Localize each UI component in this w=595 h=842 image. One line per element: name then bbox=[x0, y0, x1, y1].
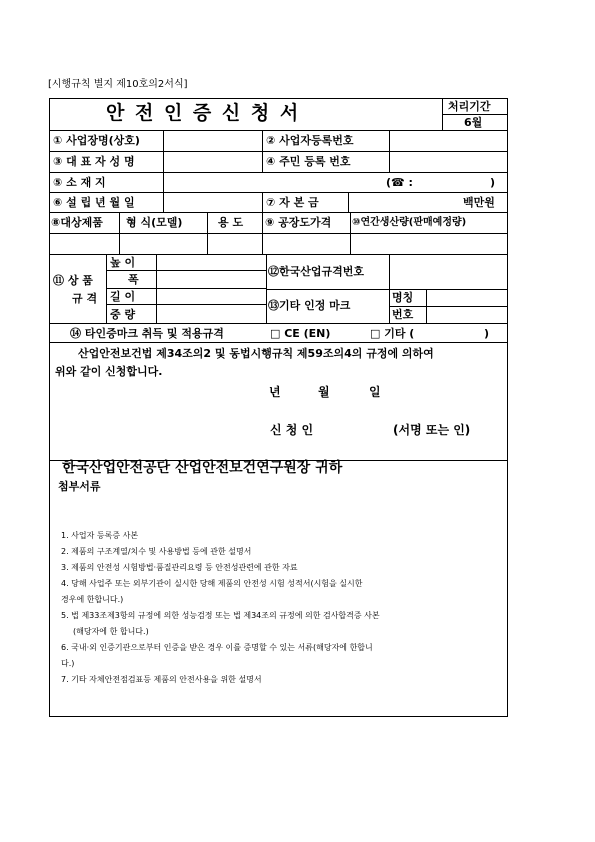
ks-no-field[interactable] bbox=[390, 255, 507, 288]
mark-no-label: 번호 bbox=[392, 308, 414, 321]
col-line bbox=[106, 254, 107, 323]
form-title: 안 전 인 증 신 청 서 bbox=[106, 102, 301, 124]
attachment-item: 6. 국내·외 인증기관으로부터 인증을 받은 경우 이를 증명할 수 있는 서류(해당자에 한합니 bbox=[61, 643, 373, 652]
attachment-item: 5. 법 제33조제3항의 규정에 의한 성능검정 또는 법 제34조의 규정에 의한 검사합격증 사본 bbox=[61, 611, 380, 620]
processing-period-label: 처리기간 bbox=[448, 100, 491, 113]
capital-label: ⑦ 자 본 금 bbox=[266, 196, 319, 209]
phone-prefix: (☎ : bbox=[386, 176, 413, 189]
product-label: ⑧대상제품 bbox=[51, 216, 103, 229]
height-label: 높 이 bbox=[110, 256, 136, 269]
row-line bbox=[49, 212, 508, 213]
mark-name-label: 명칭 bbox=[392, 291, 414, 304]
biz-reg-no-label: ② 사업자등록번호 bbox=[266, 134, 354, 147]
factory-price-label: ⑨ 공장도가격 bbox=[265, 216, 332, 229]
address-label: ⑤ 소 재 지 bbox=[53, 176, 106, 189]
weight-field[interactable] bbox=[157, 305, 265, 322]
ks-no-label: ⑫한국산업규격번호 bbox=[268, 265, 365, 278]
width-field[interactable] bbox=[157, 271, 265, 287]
phone-suffix: ) bbox=[490, 176, 496, 189]
year-label: 년 bbox=[269, 385, 281, 399]
processing-period-value: 6월 bbox=[464, 116, 483, 129]
ce-checkbox[interactable]: □ CE (EN) bbox=[270, 327, 331, 340]
attachment-item: 3. 제품의 안전성 시험방법·품질관리요령 등 안전성관련에 관한 자료 bbox=[61, 563, 298, 572]
attachment-item: (해당자에 한 합니다.) bbox=[73, 627, 149, 636]
month-label: 월 bbox=[318, 385, 330, 399]
address-field[interactable] bbox=[164, 173, 384, 191]
attachment-item: 다.) bbox=[61, 659, 75, 668]
col-line bbox=[442, 98, 443, 130]
attachments-header: 첨부서류 bbox=[58, 480, 101, 493]
day-label: 일 bbox=[369, 385, 381, 399]
model-field[interactable] bbox=[120, 234, 206, 253]
representative-field[interactable] bbox=[164, 152, 261, 171]
capital-field[interactable] bbox=[349, 193, 459, 211]
addressee: 한국산업안전공단 산업안전보건연구원장 귀하 bbox=[62, 460, 343, 476]
phone-field[interactable] bbox=[432, 173, 487, 191]
capital-unit: 백만원 bbox=[463, 196, 495, 209]
applicant-field[interactable] bbox=[322, 420, 388, 438]
applicant-label: 신 청 인 bbox=[270, 423, 314, 437]
col-line bbox=[262, 130, 263, 172]
row-line bbox=[49, 342, 508, 343]
row-line bbox=[442, 114, 508, 115]
attachment-item: 4. 당해 사업주 또는 외부기관이 실시한 당해 제품의 안전성 시험 성적서(시험을 실시한 bbox=[61, 579, 363, 588]
declaration-line1: 산업안전보건법 제34조의2 및 동법시행규칙 제59조의4의 규정에 의하여 bbox=[78, 347, 434, 360]
spec-header-sub: 규 격 bbox=[72, 292, 98, 305]
est-date-label: ⑥ 설 립 년 월 일 bbox=[53, 196, 135, 209]
biz-reg-no-field[interactable] bbox=[390, 131, 507, 150]
est-date-field[interactable] bbox=[164, 193, 261, 211]
company-name-label: ① 사업장명(상호) bbox=[53, 134, 140, 147]
representative-label: ③ 대 표 자 성 명 bbox=[53, 155, 135, 168]
width-label: 폭 bbox=[128, 273, 139, 286]
attachment-item: 경우에 한합니다.) bbox=[61, 595, 124, 604]
length-label: 길 이 bbox=[110, 290, 136, 303]
signature-label: (서명 또는 인) bbox=[393, 423, 471, 437]
annual-output-field[interactable] bbox=[351, 234, 507, 253]
col-line bbox=[266, 254, 267, 323]
declaration-line2: 위와 같이 신청합니다. bbox=[55, 365, 163, 378]
resident-no-label: ④ 주민 등록 번호 bbox=[266, 155, 351, 168]
mark-no-field[interactable] bbox=[427, 307, 507, 322]
length-field[interactable] bbox=[157, 289, 265, 303]
product-field[interactable] bbox=[50, 234, 118, 253]
attachment-item: 1. 사업자 등록증 사본 bbox=[61, 531, 139, 540]
usage-label: 용 도 bbox=[218, 216, 244, 229]
mark-name-field[interactable] bbox=[427, 290, 507, 305]
company-name-field[interactable] bbox=[164, 131, 261, 150]
etc-checkbox[interactable]: □ 기타 ( bbox=[370, 327, 415, 340]
other-cert-label: ⑭ 타인증마크 취득 및 적용규격 bbox=[70, 327, 224, 340]
factory-price-field[interactable] bbox=[263, 234, 349, 253]
annual-output-label: ⑩연간생산량(판매예정량) bbox=[352, 217, 467, 228]
attachment-item: 7. 기타 자체안전점검표등 제품의 안전사용을 위한 설명서 bbox=[61, 675, 262, 684]
weight-label: 중 량 bbox=[110, 308, 136, 321]
spec-header: ⑪ 상 품 bbox=[53, 274, 93, 287]
usage-field[interactable] bbox=[208, 234, 261, 253]
form-reference: [시행규칙 별지 제10호의2서식] bbox=[48, 79, 188, 90]
col-line bbox=[262, 192, 263, 212]
model-label: 형 식(모델) bbox=[126, 216, 183, 229]
other-mark-label: ⑬기타 인정 마크 bbox=[268, 299, 351, 312]
attachment-item: 2. 제품의 구조계열/치수 및 사용방법 등에 관한 설명서 bbox=[61, 547, 252, 556]
resident-no-field[interactable] bbox=[390, 152, 507, 171]
row-line bbox=[49, 323, 508, 324]
etc-close: ) bbox=[484, 327, 490, 340]
height-field[interactable] bbox=[157, 255, 265, 269]
